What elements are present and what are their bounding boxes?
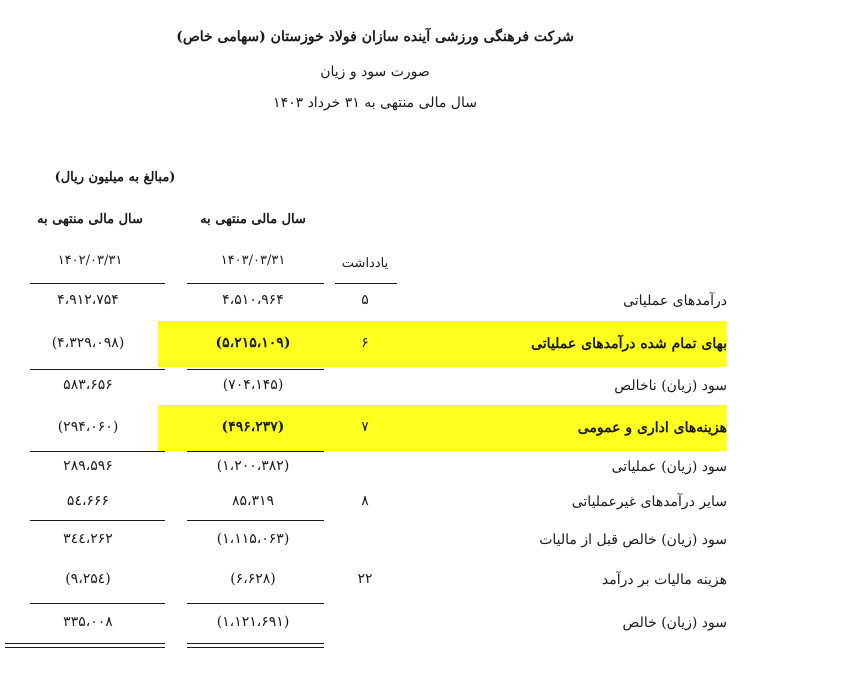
amounts-unit-note: (مبالغ به میلیون ریال) bbox=[54, 170, 176, 185]
row-curr-admin-expenses: (۴۹۶،۲۳۷) bbox=[221, 419, 285, 435]
row-note-other-income: ۸ bbox=[361, 493, 369, 509]
company-name: شرکت فرهنگی ورزشی آینده سازان فولاد خوزستان (سهامی خاص) bbox=[176, 29, 574, 45]
row-prev-cost-of-revenue: (۴،۳۲۹،۰۹۸) bbox=[51, 335, 125, 351]
row-prev-operating-revenue: ۴،۹۱۲،۷۵۴ bbox=[57, 292, 119, 308]
row-label-gross-profit: سود (زیان) ناخالص bbox=[614, 378, 727, 394]
row-curr-other-income: ۸۵،۳۱۹ bbox=[231, 493, 275, 509]
row-prev-gross-profit: ۵۸۳،۶۵۶ bbox=[63, 377, 113, 393]
row-curr-operating-revenue: ۴،۵۱۰،۹۶۴ bbox=[222, 292, 284, 308]
rule-after-cost-prev bbox=[30, 369, 165, 370]
row-label-net-profit: سود (زیان) خالص bbox=[622, 615, 727, 631]
row-label-cost-of-revenue: بهای تمام شده درآمدهای عملیاتی bbox=[531, 336, 727, 352]
curr-header-rule bbox=[187, 283, 324, 284]
rule-after-cost-curr bbox=[187, 369, 324, 370]
row-label-operating-revenue: درآمدهای عملیاتی bbox=[623, 293, 727, 309]
row-curr-profit-before-tax: (۱،۱۱۵،۰۶۳) bbox=[216, 531, 290, 547]
period-title: سال مالی منتهی به ۳۱ خرداد ۱۴۰۳ bbox=[273, 95, 477, 111]
row-note-income-tax: ۲۲ bbox=[357, 571, 373, 587]
row-prev-operating-profit: ۲۸۹،۵۹۶ bbox=[63, 458, 113, 474]
row-prev-income-tax: (۹،۲۵٤) bbox=[65, 571, 111, 587]
note-column-heading: یادداشت bbox=[341, 256, 389, 271]
prev-header-rule bbox=[30, 283, 165, 284]
row-label-profit-before-tax: سود (زیان) خالص قبل از مالیات bbox=[539, 532, 727, 548]
prev-column-heading: سال مالی منتهی به bbox=[37, 212, 143, 227]
row-label-admin-expenses: هزینه‌های اداری و عمومی bbox=[577, 420, 727, 436]
double-rule-prev-top bbox=[5, 643, 165, 644]
note-header-rule bbox=[335, 283, 397, 284]
prev-column-date: ۱۴۰۲/۰۳/۳۱ bbox=[57, 253, 123, 268]
rule-after-tax-prev bbox=[30, 603, 165, 604]
rule-after-other-prev bbox=[30, 520, 165, 521]
rule-after-tax-curr bbox=[187, 603, 324, 604]
rule-after-admin-prev bbox=[30, 451, 165, 452]
row-prev-net-profit: ۳۳۵،۰۰۸ bbox=[63, 614, 113, 630]
row-note-cost-of-revenue: ۶ bbox=[361, 335, 369, 351]
row-note-operating-revenue: ۵ bbox=[361, 292, 369, 308]
curr-column-date: ۱۴۰۳/۰۳/۳۱ bbox=[220, 253, 286, 268]
statement-title: صورت سود و زیان bbox=[320, 64, 430, 80]
row-prev-other-income: ۵٤،۶۶۶ bbox=[66, 493, 110, 509]
row-curr-income-tax: (۶،۶۲۸) bbox=[230, 571, 276, 587]
row-curr-gross-profit: (۷۰۴،۱۴۵) bbox=[222, 377, 284, 393]
row-curr-operating-profit: (۱،۲۰۰،۳۸۲) bbox=[216, 458, 290, 474]
row-prev-admin-expenses: (۲۹۴،۰۶۰) bbox=[57, 419, 119, 435]
row-curr-cost-of-revenue: (۵،۲۱۵،۱۰۹) bbox=[215, 335, 291, 351]
double-rule-curr-bottom bbox=[187, 647, 324, 648]
row-note-admin-expenses: ۷ bbox=[361, 419, 369, 435]
row-curr-net-profit: (۱،۱۲۱،۶۹۱) bbox=[216, 614, 290, 630]
double-rule-curr-top bbox=[187, 643, 324, 644]
double-rule-prev-bottom bbox=[5, 647, 165, 648]
curr-column-heading: سال مالی منتهی به bbox=[200, 212, 306, 227]
row-label-income-tax: هزینه مالیات بر درآمد bbox=[601, 572, 727, 588]
row-label-other-income: سایر درآمدهای غیرعملیاتی bbox=[571, 494, 727, 510]
row-label-operating-profit: سود (زیان) عملیاتی bbox=[611, 459, 727, 475]
rule-after-other-curr bbox=[187, 520, 324, 521]
rule-after-admin-curr bbox=[187, 451, 324, 452]
row-prev-profit-before-tax: ۳٤٤،۲۶۲ bbox=[63, 531, 113, 547]
